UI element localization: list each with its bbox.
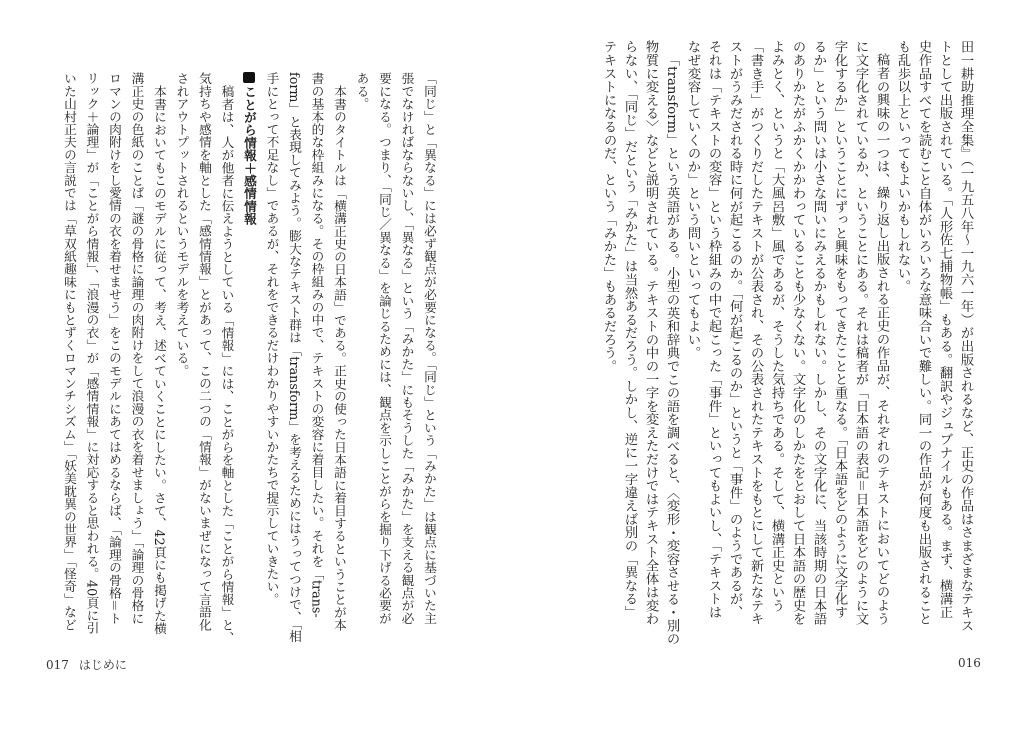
text-line: 字化するか」ということにずっと興味をもってきたことと重なる。「日本語をどのように文字化す	[832, 40, 847, 619]
text-line: それは「テキストの変容」という枠組みの中で起こった「事件」といってもよいし、「テキストは	[706, 40, 721, 619]
heading-bullet-icon	[243, 72, 254, 83]
left-page-number: 017	[46, 658, 69, 672]
text-line: 稿者は、人が他者に伝えようとしている「情報」には、ことがらを軸とした「ことがら情報」と、	[219, 84, 235, 644]
text-line: に文字化されているか、ということにある。それは稿者が「日本語の表記＝日本語をどのように文	[853, 40, 868, 626]
text-line: 本書においてもこのモデルに従って、考え、述べていくことにしたい。さて、42頁にも掲げた横	[152, 84, 167, 635]
right-page-footer	[958, 656, 981, 670]
text-line: リック＋論理」が「ことがら情報」、「浪漫の衣」が「感情情報」に対応すると思われる。40頁に引	[84, 72, 100, 635]
text-line: なぜ変容していくのか」という問いといってもよい。	[685, 40, 700, 360]
text-line: 「transform」という英語がある。小型の英和辞典でこの語を調べると、〈変形・変容させる・別の	[664, 53, 679, 646]
text-line: ストがうみだされる時に何が起こるのか。「何が起こるのか」というと「事件」のようであるが、	[727, 40, 742, 619]
left-page-body	[58, 72, 441, 652]
right-page-number: 016	[958, 656, 981, 670]
text-line: いた山村正夫の言説では「草双紙趣味にもとずくロマンチシズム」「妖美耽異の世界」「怪奇」など	[62, 72, 77, 631]
text-line: トとして出版されている。「人形佐七捕物帳」もある。翻訳やジュブナイルもある。まず、横溝正	[937, 40, 952, 619]
text-line: 史作品すべてを読むこと自体がいろいろな意味合いで難しい。同一の作品が何度も出版されること	[916, 40, 931, 626]
text-line: よみとく、というと「大風呂敷」風であるが、そうした気持ちである。そして、横溝正史という	[769, 40, 784, 612]
text-line: 本書のタイトルは「横溝正史の日本語」である。正史の使った日本語に着目するということが本	[332, 84, 347, 631]
section-heading-text: ことがら情報＋感情情報	[242, 85, 257, 226]
left-page-footer	[46, 656, 127, 673]
text-line: 稿者の興味の一つは、繰り返し出版される正史の作品が、それぞれのテキストにおいてどのよう	[874, 53, 889, 626]
text-line: 田一耕助推理全集』（一九五八年〜一九六一年）が出版されるなど、正史の作品はさまざまなテキス	[958, 40, 973, 632]
text-line: 書の基本的な枠組みになる。その枠組みの中で、テキストの変容に着目したい。それを「trans-	[309, 72, 325, 618]
text-line: ある。	[354, 72, 370, 111]
text-line: 溝正史の色紙のことば「謎の骨格に論理の肉附けをして浪漫の衣を着せましょう」「論理の骨格に	[129, 72, 145, 625]
right-page-body	[598, 40, 976, 650]
text-line: も乱歩以上といってもよいかもしれない。	[895, 40, 910, 293]
text-line: 気持ちや感情を軸とした「感情情報」とがあって、この二つの「情報」がないまぜになって言語化	[197, 72, 212, 631]
section-heading	[238, 72, 261, 652]
text-line: 張でなければならないし、「異なる」という「みかた」にもそうした「みかた」を支える観点が必	[399, 72, 415, 625]
text-line: ロマンの肉附けをし愛情の衣を着せませう」をこのモデルにあてはめるならば、「論理の骨格＝ト	[107, 72, 122, 625]
text-line: 要になる。つまり、「同じ／異なる」を論じるためには、観点を示しことがらを掘り下げる必要が	[377, 72, 392, 625]
text-line: 「書き手」がつくりだしたテキストが公表され、その公表されたテキストをもとにして新たなテキ	[748, 40, 763, 626]
text-line: のありかたがふかくかかわっていることも少なくない。文字化のしかたをとおして日本語の歴史を	[790, 40, 805, 626]
text-line: 「同じ」と「異なる」には必ず観点が必要になる。「同じ」という「みかた」は観点に基づいた主	[422, 72, 437, 625]
text-line: テキストになるのだ、という「みかた」もあるだろう。	[601, 40, 616, 373]
running-title: はじめに	[78, 658, 127, 672]
text-line: 手にとって不足なし」であるが、それをできるだけわかりやすいかたちで提示していきたい。	[264, 72, 280, 606]
text-line: 物質に変える〉などと説明されている。テキストの中の一字を変えただけではテキスト全体は変わ	[643, 40, 658, 626]
text-line: るか」という問いは小さな問いにみえるかもしれない。しかし、その文字化に、当該時期の日本語	[811, 40, 826, 626]
text-line: らない、「同じ」だという「みかた」は当然あるだろう。しかし、逆に一字違えば別の「異なる」	[622, 40, 637, 619]
text-line: されアウトプットされるというモデルを考えている。	[174, 72, 190, 377]
text-line: form」と表現してみよう。膨大なテキスト群は「transform」を考えるためにはうってつけで、「相	[287, 72, 302, 643]
